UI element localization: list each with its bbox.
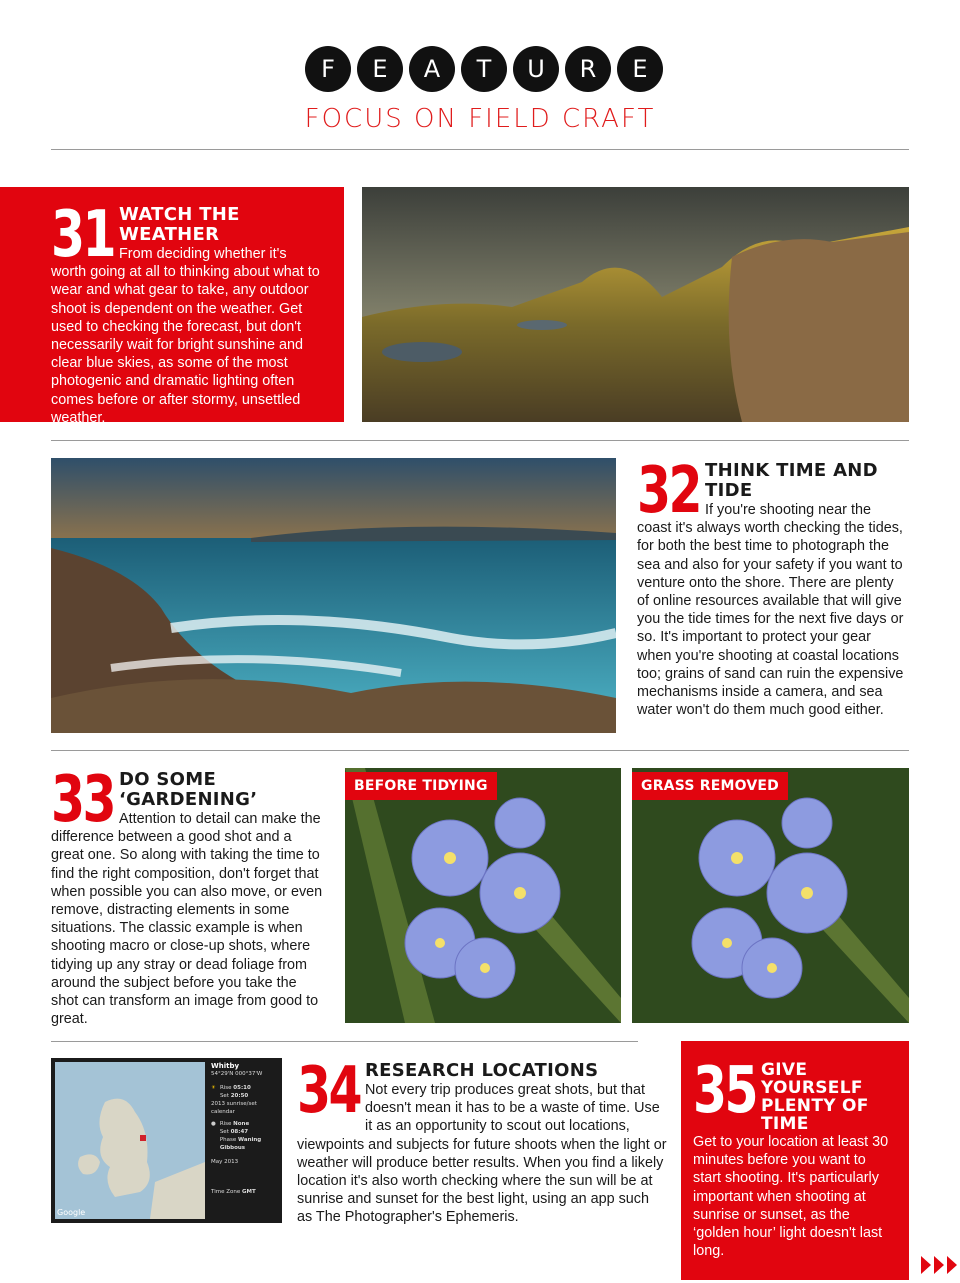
feature-letter: U xyxy=(513,46,559,92)
tip-body: Not every trip produces great shots, but that doesn't mean it has to be a waste of time. Use it as an opportunity to scout out locations, viewpoints and subjects for future shoots when the light or weather will produce better results. When you find a likely location it's also worth checking where the sun will be at sunrise and sunset for the best light, using an app such as The Photographer's Ephemeris. xyxy=(297,1082,667,1226)
divider xyxy=(51,1041,638,1042)
place-name: Whitby xyxy=(211,1062,240,1070)
ephemeris-app-screenshot xyxy=(51,1058,282,1223)
tip-number: 32 xyxy=(637,454,701,528)
landscape-photo xyxy=(362,187,909,422)
feature-letter: E xyxy=(617,46,663,92)
tip-34-text xyxy=(297,1054,667,1227)
tip-32-text xyxy=(637,454,909,719)
tip-body: From deciding whether it's worth going at all to thinking about what to wear and what gear to take, any outdoor shoot is dependent on the weather. Get used to checking the forecast, but don't necessarily wait for bright sunshine and clear blue skies, as some of the most photogenic and dramatic lighting often comes before or after stormy, unsettled weather. xyxy=(51,246,320,426)
tip-number: 34 xyxy=(297,1054,361,1128)
tip-number: 35 xyxy=(693,1054,757,1128)
feature-letter: R xyxy=(565,46,611,92)
feature-letter: T xyxy=(461,46,507,92)
feature-circles xyxy=(305,46,663,92)
tip-body: Get to your location at least 30 minutes before you want to start shooting. It's particularly important when shooting at sunrise or sunset, as the ‘golden hour’ light doesn't last long. xyxy=(693,1134,889,1260)
sun-icon: ☀ xyxy=(211,1085,216,1091)
map-panel xyxy=(55,1062,205,1219)
tip-33-text xyxy=(51,763,323,1028)
info-panel: Whitby 54°29'N 000°37'W ☀ Rise 05:10 Set 20:50 2013 sunrise/set calendar ● Rise None Set 08:47 Phase Waning Gibbous May 2013 Time Zone GMT xyxy=(211,1062,279,1196)
tip-title: GIVE YOURSELF PLENTY OF TIME xyxy=(761,1060,869,1134)
tip-body: If you're shooting near the coast it's always worth checking the tides, for both the best time to photograph the sea and also for your safety if you want to venture onto the shore. There are plenty of online resources available that will give you the tide times for the next five days or so. It's important to protect your gear when you're shooting at coastal locations too; grains of sand can ruin the expensive mechanisms inside a camera, and sea water won't do them much good either. xyxy=(637,502,904,719)
tip-body: Attention to detail can make the difference between a good shot and a great one. So along with taking the time to find the right composition, don't forget that when possible you can also move, or even remove, distracting elements in some situations. The classic example is when shooting macro or close-up shots, where tidying up any stray or dead foliage from around the subject before you take the shot can transform an image from good to great. xyxy=(51,811,323,1028)
google-logo: Google xyxy=(57,1208,86,1217)
before-label: BEFORE TIDYING xyxy=(345,772,497,800)
divider xyxy=(51,750,909,751)
moon-icon: ● xyxy=(211,1121,216,1127)
tip-number: 33 xyxy=(51,763,115,837)
tip-number: 31 xyxy=(51,198,115,272)
tip-31-box xyxy=(0,187,344,426)
seascape-photo xyxy=(51,458,616,733)
next-page-arrows[interactable] xyxy=(920,1252,960,1278)
tip-title: DO SOME ‘GARDENING’ xyxy=(119,769,258,810)
calendar-month: May 2013 xyxy=(211,1159,239,1165)
coordinates: 54°29'N 000°37'W xyxy=(211,1071,263,1077)
tip-title: RESEARCH LOCATIONS xyxy=(365,1060,599,1081)
after-label: GRASS REMOVED xyxy=(632,772,788,800)
divider xyxy=(51,440,909,441)
feature-letter: F xyxy=(305,46,351,92)
calendar-note: 2013 sunrise/set calendar xyxy=(211,1101,257,1115)
tip-35-box xyxy=(681,1041,909,1280)
after-flower-photo xyxy=(632,768,909,1023)
divider xyxy=(51,149,909,150)
tip-title: THINK TIME AND TIDE xyxy=(705,460,878,501)
page-subtitle: FOCUS ON FIELD CRAFT xyxy=(304,104,656,134)
feature-letter: A xyxy=(409,46,455,92)
before-flower-photo xyxy=(345,768,621,1023)
feature-letter: E xyxy=(357,46,403,92)
tip-title: WATCH THE WEATHER xyxy=(119,204,240,245)
